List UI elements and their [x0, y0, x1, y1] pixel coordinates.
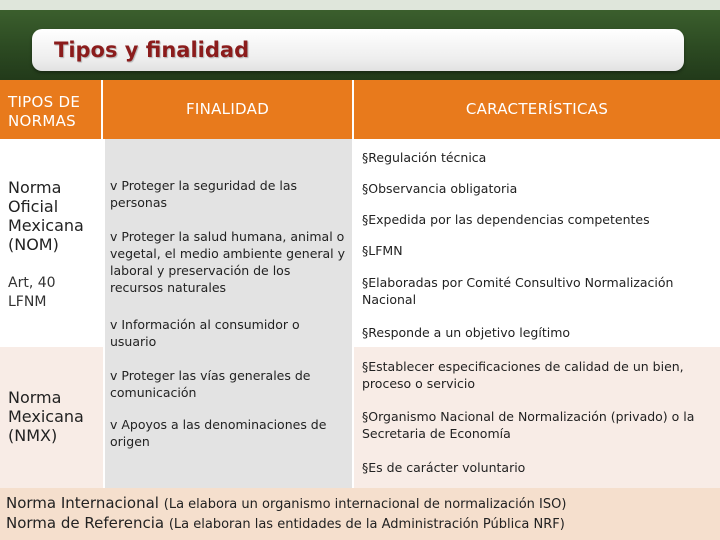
row-divider: [354, 345, 720, 347]
footer-reference: [6, 513, 565, 535]
banner-highlight: [0, 0, 720, 10]
characteristic-item: §Observancia obligatoria: [362, 181, 518, 196]
purpose-item: v Proteger las vías generales de comunicación: [110, 368, 311, 400]
header-types: TIPOS DE NORMAS: [0, 80, 103, 139]
international-norm-name: Norma Internacional: [6, 494, 159, 512]
footer-notes: [0, 488, 720, 540]
column-divider: [352, 139, 354, 488]
characteristic-item: §Elaboradas por Comité Consultivo Normalización Nacional: [362, 275, 674, 307]
purpose-item: v Apoyos a las denominaciones de origen: [110, 417, 327, 449]
header-purpose: FINALIDAD: [103, 80, 354, 139]
nom-reference: Art, 40 LFNM: [8, 275, 56, 310]
purpose-item: v Proteger la salud humana, animal o vegetal, el medio ambiente general y laboral y preservación de los recursos naturales: [110, 229, 346, 295]
characteristic-item: §Establecer especificaciones de calidad de un bien, proceso o servicio: [362, 359, 684, 391]
header-characteristics: CARACTERÍSTICAS: [354, 80, 720, 139]
title-box: [32, 29, 684, 71]
footer-international: [6, 493, 566, 515]
characteristic-item: §Regulación técnica: [362, 150, 487, 165]
purpose-item: v Proteger la seguridad de las personas: [110, 178, 298, 210]
characteristic-item: §Expedida por las dependencias competentes: [362, 212, 650, 227]
characteristic-item: §Responde a un objetivo legítimo: [362, 325, 571, 340]
international-norm-note: (La elabora un organismo internacional de normalización ISO): [163, 497, 567, 512]
reference-norm-note: (La elaboran las entidades de la Administración Pública NRF): [168, 517, 565, 532]
reference-norm-name: Norma de Referencia: [6, 514, 165, 532]
characteristic-item: §LFMN: [362, 243, 403, 258]
characteristic-item: §Es de carácter voluntario: [362, 460, 526, 475]
nmx-name: Norma Mexicana (NMX): [8, 388, 84, 445]
norms-table: [0, 80, 720, 488]
characteristic-item: §Organismo Nacional de Normalización (privado) o la Secretaria de Economía: [362, 409, 695, 441]
nom-name: Norma Oficial Mexicana (NOM): [8, 178, 84, 254]
row-divider: [0, 345, 103, 347]
page-title: Tipos y finalidad: [54, 38, 250, 62]
purpose-item: v Información al consumidor o usuario: [110, 317, 300, 349]
